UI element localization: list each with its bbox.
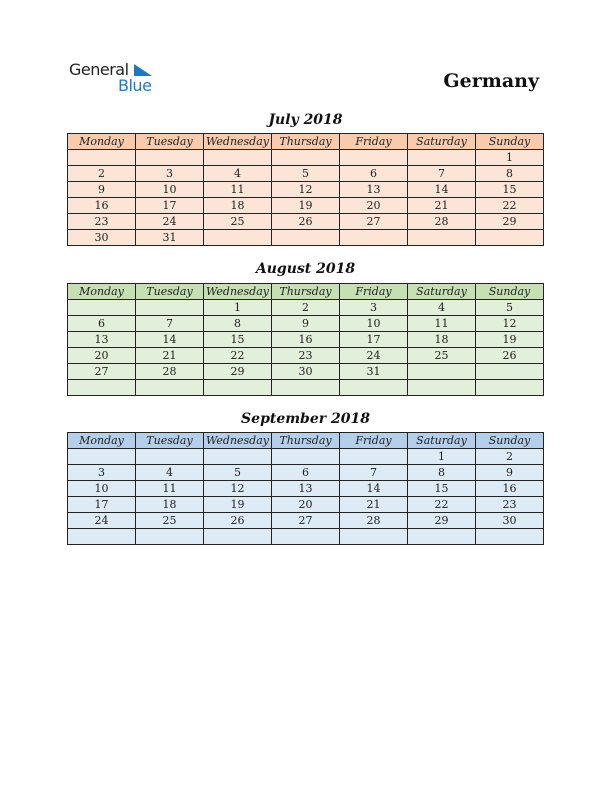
day-cell: 29 xyxy=(408,513,476,529)
day-cell xyxy=(272,380,340,396)
weekday-header: Thursday xyxy=(272,284,340,300)
day-cell xyxy=(136,300,204,316)
day-cell: 29 xyxy=(476,214,544,230)
day-cell: 16 xyxy=(272,332,340,348)
day-cell: 20 xyxy=(272,497,340,513)
day-cell xyxy=(272,150,340,166)
week-row xyxy=(68,497,544,513)
day-cell xyxy=(272,529,340,545)
day-cell: 5 xyxy=(272,166,340,182)
week-row xyxy=(68,364,544,380)
day-cell: 19 xyxy=(476,332,544,348)
day-cell: 19 xyxy=(204,497,272,513)
day-cell: 5 xyxy=(204,465,272,481)
week-row xyxy=(68,166,544,182)
month-calendar-table xyxy=(67,432,544,545)
week-row xyxy=(68,465,544,481)
day-cell: 30 xyxy=(272,364,340,380)
day-cell: 21 xyxy=(340,497,408,513)
day-cell xyxy=(136,449,204,465)
day-cell: 23 xyxy=(476,497,544,513)
day-cell: 22 xyxy=(408,497,476,513)
day-cell: 15 xyxy=(408,481,476,497)
day-cell: 30 xyxy=(68,230,136,246)
weekday-header: Thursday xyxy=(272,134,340,150)
day-cell: 6 xyxy=(340,166,408,182)
week-row xyxy=(68,513,544,529)
day-cell: 24 xyxy=(340,348,408,364)
week-row xyxy=(68,230,544,246)
day-cell: 31 xyxy=(340,364,408,380)
week-row xyxy=(68,316,544,332)
weekday-header: Monday xyxy=(68,284,136,300)
day-cell: 19 xyxy=(272,198,340,214)
day-cell: 31 xyxy=(136,230,204,246)
day-cell: 5 xyxy=(476,300,544,316)
day-cell: 7 xyxy=(136,316,204,332)
day-cell: 26 xyxy=(476,348,544,364)
month-title: July 2018 xyxy=(268,112,343,128)
day-cell: 10 xyxy=(136,182,204,198)
day-cell xyxy=(204,150,272,166)
weekday-header: Friday xyxy=(340,134,408,150)
day-cell: 17 xyxy=(68,497,136,513)
day-cell xyxy=(136,150,204,166)
day-cell xyxy=(476,230,544,246)
day-cell: 16 xyxy=(68,198,136,214)
day-cell: 21 xyxy=(136,348,204,364)
day-cell xyxy=(68,380,136,396)
day-cell: 22 xyxy=(476,198,544,214)
week-row xyxy=(68,198,544,214)
day-cell xyxy=(68,300,136,316)
day-cell xyxy=(476,380,544,396)
day-cell: 13 xyxy=(272,481,340,497)
day-cell: 14 xyxy=(136,332,204,348)
day-cell xyxy=(68,449,136,465)
day-cell: 13 xyxy=(340,182,408,198)
day-cell xyxy=(340,380,408,396)
day-cell: 3 xyxy=(340,300,408,316)
day-cell xyxy=(340,529,408,545)
month-title: September 2018 xyxy=(241,411,370,427)
month-title: August 2018 xyxy=(255,261,356,277)
day-cell xyxy=(408,230,476,246)
weekday-header: Wednesday xyxy=(204,284,272,300)
week-row xyxy=(68,481,544,497)
day-cell: 9 xyxy=(272,316,340,332)
day-cell: 1 xyxy=(408,449,476,465)
day-cell xyxy=(136,380,204,396)
weekday-header: Sunday xyxy=(476,433,544,449)
day-cell xyxy=(68,529,136,545)
day-cell: 1 xyxy=(204,300,272,316)
weekday-header: Tuesday xyxy=(136,284,204,300)
country-title: Germany xyxy=(443,70,539,92)
day-cell: 28 xyxy=(340,513,408,529)
day-cell: 14 xyxy=(340,481,408,497)
weekday-header: Thursday xyxy=(272,433,340,449)
week-row xyxy=(68,182,544,198)
day-cell: 6 xyxy=(272,465,340,481)
day-cell: 18 xyxy=(204,198,272,214)
day-cell: 18 xyxy=(136,497,204,513)
day-cell xyxy=(136,529,204,545)
day-cell: 11 xyxy=(408,316,476,332)
weekday-header-row xyxy=(68,433,544,449)
day-cell: 29 xyxy=(204,364,272,380)
day-cell: 2 xyxy=(272,300,340,316)
day-cell xyxy=(476,529,544,545)
day-cell: 25 xyxy=(204,214,272,230)
day-cell: 7 xyxy=(408,166,476,182)
weekday-header: Wednesday xyxy=(204,433,272,449)
day-cell xyxy=(476,364,544,380)
day-cell: 24 xyxy=(68,513,136,529)
day-cell: 15 xyxy=(476,182,544,198)
day-cell xyxy=(272,449,340,465)
day-cell: 7 xyxy=(340,465,408,481)
weekday-header: Saturday xyxy=(408,284,476,300)
logo-text-general: General xyxy=(69,60,129,79)
day-cell: 18 xyxy=(408,332,476,348)
day-cell: 8 xyxy=(476,166,544,182)
day-cell: 4 xyxy=(204,166,272,182)
day-cell xyxy=(408,364,476,380)
logo-triangle-icon xyxy=(134,64,152,76)
day-cell: 25 xyxy=(136,513,204,529)
week-row xyxy=(68,150,544,166)
day-cell: 11 xyxy=(204,182,272,198)
day-cell: 13 xyxy=(68,332,136,348)
weekday-header: Tuesday xyxy=(136,134,204,150)
day-cell: 4 xyxy=(136,465,204,481)
logo-text-blue: Blue xyxy=(118,76,152,95)
day-cell: 3 xyxy=(136,166,204,182)
day-cell: 27 xyxy=(68,364,136,380)
week-row xyxy=(68,380,544,396)
weekday-header: Friday xyxy=(340,433,408,449)
day-cell: 30 xyxy=(476,513,544,529)
day-cell: 12 xyxy=(476,316,544,332)
day-cell: 8 xyxy=(408,465,476,481)
weekday-header: Saturday xyxy=(408,433,476,449)
day-cell: 16 xyxy=(476,481,544,497)
weekday-header: Saturday xyxy=(408,134,476,150)
day-cell xyxy=(340,230,408,246)
day-cell: 20 xyxy=(68,348,136,364)
day-cell xyxy=(204,380,272,396)
weekday-header-row xyxy=(68,134,544,150)
day-cell: 10 xyxy=(68,481,136,497)
day-cell xyxy=(272,230,340,246)
weekday-header: Monday xyxy=(68,433,136,449)
day-cell: 24 xyxy=(136,214,204,230)
day-cell: 14 xyxy=(408,182,476,198)
week-row xyxy=(68,529,544,545)
weekday-header: Friday xyxy=(340,284,408,300)
month-calendar-table xyxy=(67,283,544,396)
weekday-header: Sunday xyxy=(476,134,544,150)
week-row xyxy=(68,348,544,364)
week-row xyxy=(68,214,544,230)
day-cell xyxy=(68,150,136,166)
day-cell: 26 xyxy=(204,513,272,529)
day-cell xyxy=(408,380,476,396)
day-cell: 15 xyxy=(204,332,272,348)
weekday-header: Monday xyxy=(68,134,136,150)
day-cell: 1 xyxy=(476,150,544,166)
day-cell: 23 xyxy=(68,214,136,230)
day-cell: 3 xyxy=(68,465,136,481)
week-row xyxy=(68,449,544,465)
day-cell: 27 xyxy=(272,513,340,529)
day-cell xyxy=(340,449,408,465)
day-cell: 6 xyxy=(68,316,136,332)
day-cell xyxy=(204,449,272,465)
day-cell: 8 xyxy=(204,316,272,332)
day-cell xyxy=(408,529,476,545)
weekday-header: Tuesday xyxy=(136,433,204,449)
day-cell xyxy=(204,529,272,545)
day-cell: 17 xyxy=(136,198,204,214)
day-cell: 27 xyxy=(340,214,408,230)
weekday-header-row xyxy=(68,284,544,300)
day-cell: 20 xyxy=(340,198,408,214)
day-cell: 10 xyxy=(340,316,408,332)
day-cell: 12 xyxy=(204,481,272,497)
day-cell: 21 xyxy=(408,198,476,214)
day-cell: 11 xyxy=(136,481,204,497)
day-cell xyxy=(204,230,272,246)
day-cell: 25 xyxy=(408,348,476,364)
day-cell: 26 xyxy=(272,214,340,230)
day-cell: 2 xyxy=(476,449,544,465)
weekday-header: Wednesday xyxy=(204,134,272,150)
day-cell: 4 xyxy=(408,300,476,316)
day-cell xyxy=(408,150,476,166)
week-row xyxy=(68,300,544,316)
weekday-header: Sunday xyxy=(476,284,544,300)
day-cell xyxy=(340,150,408,166)
day-cell: 22 xyxy=(204,348,272,364)
week-row xyxy=(68,332,544,348)
day-cell: 28 xyxy=(408,214,476,230)
day-cell: 28 xyxy=(136,364,204,380)
day-cell: 9 xyxy=(68,182,136,198)
day-cell: 2 xyxy=(68,166,136,182)
month-calendar-table xyxy=(67,133,544,246)
day-cell: 17 xyxy=(340,332,408,348)
day-cell: 9 xyxy=(476,465,544,481)
day-cell: 23 xyxy=(272,348,340,364)
day-cell: 12 xyxy=(272,182,340,198)
